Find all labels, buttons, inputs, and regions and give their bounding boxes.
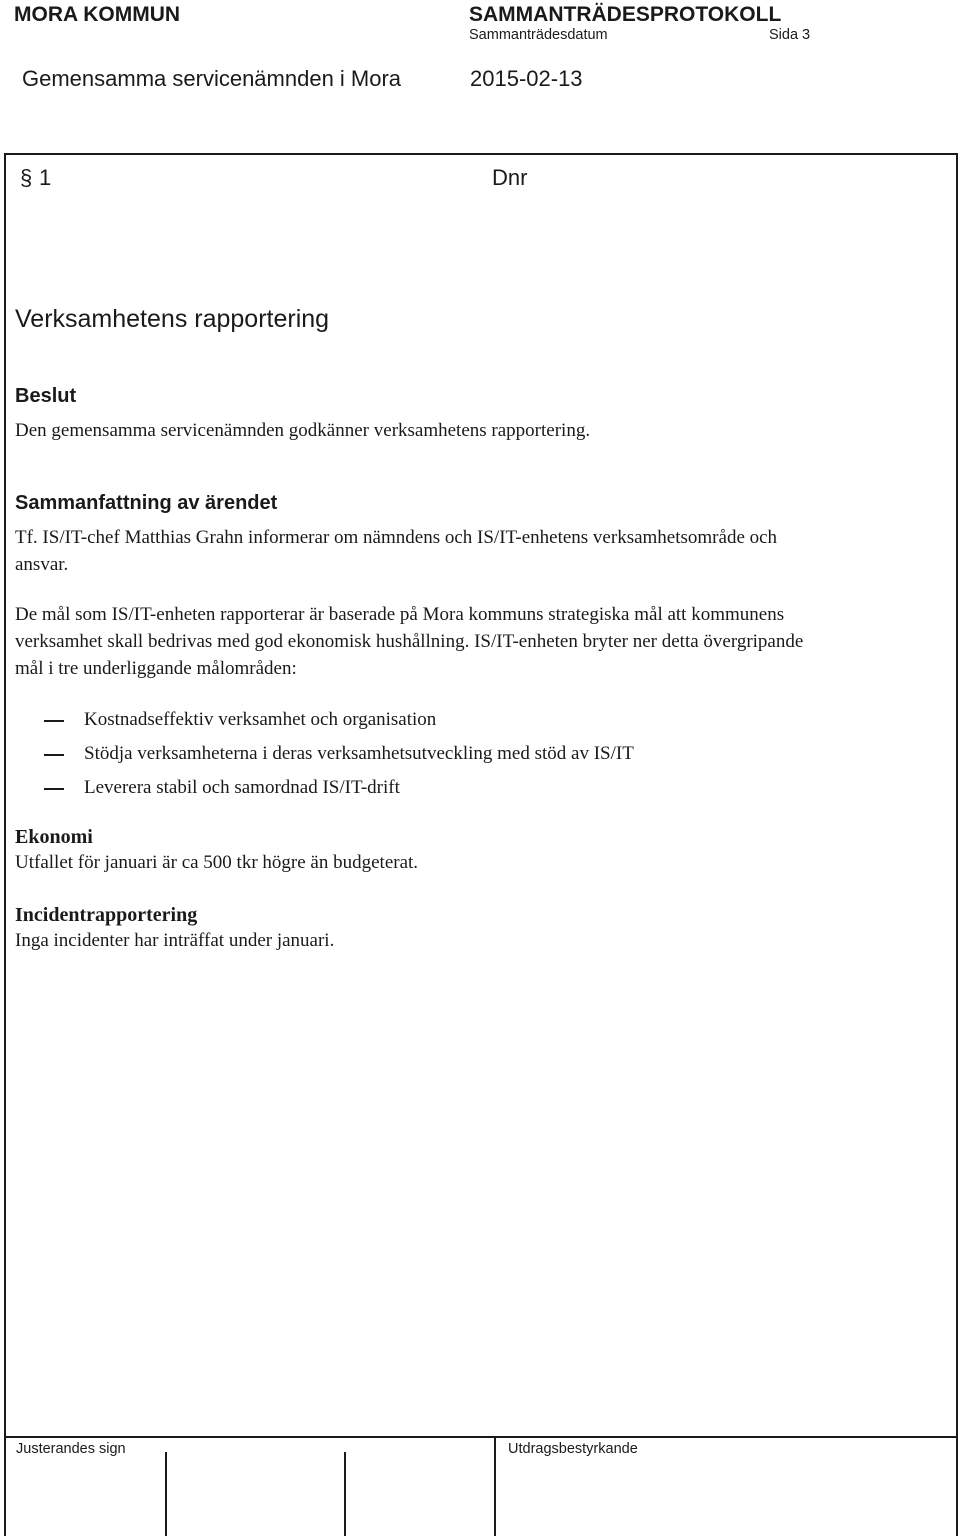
- frame-top-border: [4, 153, 958, 155]
- page-number: Sida 3: [769, 27, 811, 43]
- ekonomi-heading: Ekonomi: [15, 826, 93, 848]
- list-item: Leverera stabil och samordnad IS/IT-drift: [84, 777, 400, 798]
- dnr-label: Dnr: [492, 165, 528, 190]
- ekonomi-text: Utfallet för januari är ca 500 tkr högre än budgeterat.: [15, 852, 419, 873]
- signature-field-divider: [494, 1438, 496, 1536]
- signature-field-divider: [344, 1452, 346, 1536]
- list-dash: [44, 788, 64, 790]
- list-dash: [44, 754, 64, 756]
- committee-name: Gemensamma servicenämnden i Mora: [22, 66, 402, 91]
- signature-block-border: [4, 1436, 958, 1438]
- list-dash: [44, 720, 64, 722]
- incident-heading: Incidentrapportering: [15, 904, 198, 926]
- certification-label: Utdragsbestyrkande: [508, 1441, 638, 1457]
- sammanfattning-line: ansvar.: [15, 554, 69, 575]
- goals-paragraph-line: mål i tre underliggande målområden:: [15, 658, 297, 679]
- sammanfattning-line: Tf. IS/IT-chef Matthias Grahn informerar om nämndens och IS/IT-enhetens verksamhetsområde och: [15, 527, 778, 548]
- goals-paragraph-line: verksamhet skall bedrivas med god ekonomisk hushållning. IS/IT-enheten bryter ner detta övergripande: [15, 631, 804, 652]
- goals-paragraph-line: De mål som IS/IT-enheten rapporterar är baserade på Mora kommuns strategiska mål att kommunens: [15, 604, 785, 625]
- list-item: Kostnadseffektiv verksamhet och organisation: [84, 709, 437, 730]
- organization-name: MORA KOMMUN: [14, 3, 181, 26]
- meeting-date: 2015-02-13: [470, 66, 583, 91]
- adjusters-sign-label: Justerandes sign: [16, 1441, 126, 1457]
- beslut-heading: Beslut: [15, 385, 77, 407]
- section-title: Verksamhetens rapportering: [15, 305, 330, 333]
- signature-field-divider: [165, 1452, 167, 1536]
- frame-right-border: [956, 153, 958, 1536]
- date-label: Sammanträdesdatum: [469, 27, 608, 43]
- paragraph-number: 1: [39, 165, 52, 190]
- paragraph-symbol: §: [20, 165, 33, 190]
- frame-left-border: [4, 153, 6, 1536]
- sammanfattning-heading: Sammanfattning av ärendet: [15, 492, 278, 514]
- beslut-text: Den gemensamma servicenämnden godkänner verksamhetens rapportering.: [15, 420, 591, 441]
- list-item: Stödja verksamheterna i deras verksamhetsutveckling med stöd av IS/IT: [84, 743, 634, 764]
- incident-text: Inga incidenter har inträffat under januari.: [15, 930, 335, 951]
- document-type: SAMMANTRÄDESPROTOKOLL: [469, 3, 782, 26]
